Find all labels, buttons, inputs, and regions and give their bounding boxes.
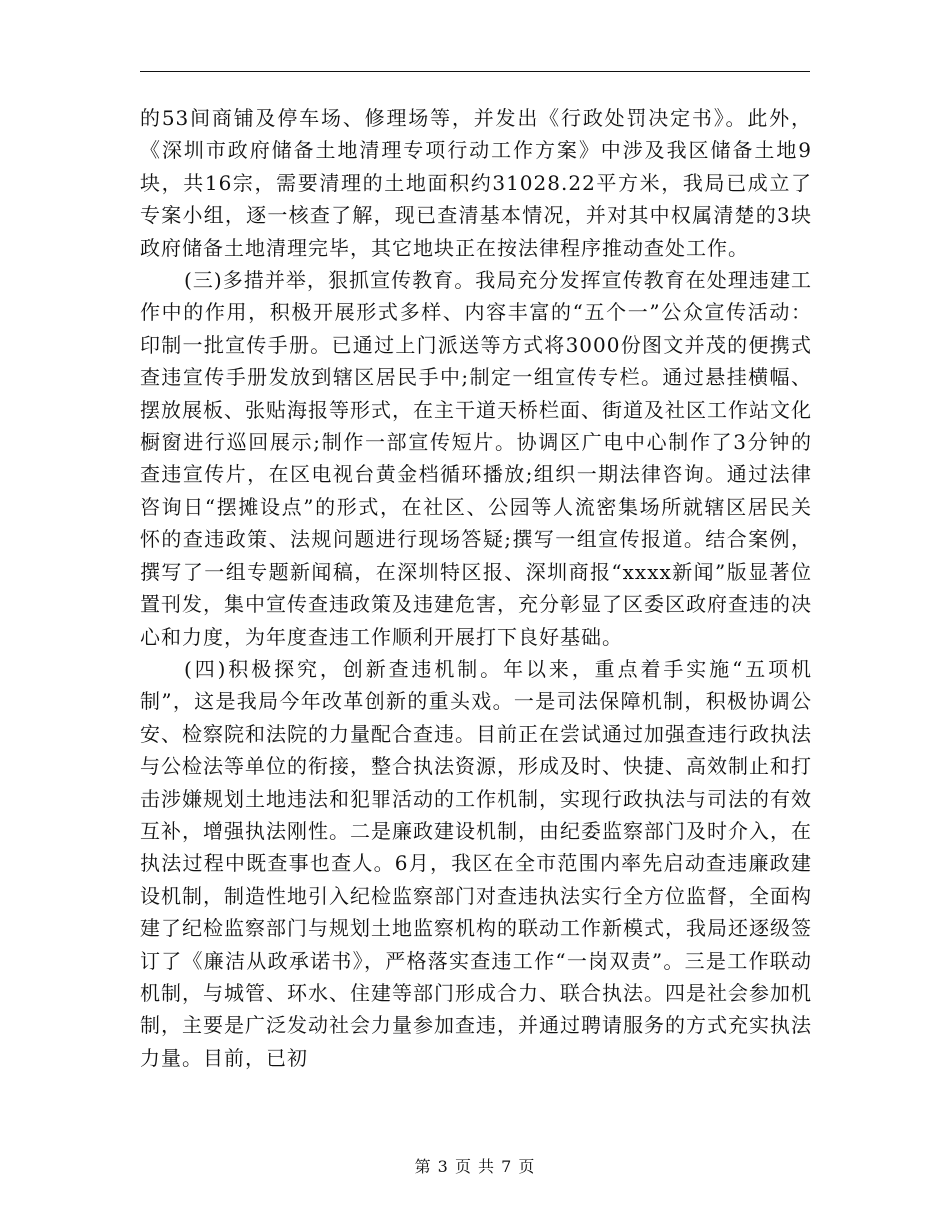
document-body [140,102,812,1074]
paragraph-section-4: (四)积极探究，创新查违机制。年以来，重点着手实施“五项机制”，这是我局今年改革创新的重头戏。一是司法保障机制，积极协调公安、检察院和法院的力量配合查违。目前正在尝试通过加强查违行政执法与公检法等单位的衔接，整合执法资源，形成及时、快捷、高效制止和打击涉嫌规划土地违法和犯罪活动的工作机制，实现行政执法与司法的有效互补，增强执法刚性。二是廉政建设机制，由纪委监察部门及时介入，在执法过程中既查事也查人。6月，我区在全市范围内率先启动查违廉政建设机制，制造性地引入纪检监察部门对查违执法实行全方位监督，全面构建了纪检监察部门与规划土地监察机构的联动工作新模式，我局还逐级签订了《廉洁从政承诺书》，严格落实查违工作“一岗双责”。三是工作联动机制，与城管、环水、住建等部门形成合力、联合执法。四是社会参加机制，主要是广泛发动社会力量参加查违，并通过聘请服务的方式充实执法力量。目前，已初 [140,656,812,1070]
paragraph-section-3: (三)多措并举，狠抓宣传教育。我局充分发挥宣传教育在处理违建工作中的作用，积极开展形式多样、内容丰富的“五个一”公众宣传活动：印制一批宣传手册。已通过上门派送等方式将3000份图文并茂的便携式查违宣传手册发放到辖区居民手中;制定一组宣传专栏。通过悬挂横幅、摆放展板、张贴海报等形式，在主干道天桥栏面、街道及社区工作站文化橱窗进行巡回展示;制作一部宣传短片。协调区广电中心制作了3分钟的查违宣传片，在区电视台黄金档循环播放;组织一期法律咨询。通过法律咨询日“摆摊设点”的形式，在社区、公园等人流密集场所就辖区居民关怀的查违政策、法规问题进行现场答疑;撰写一组宣传报道。结合案例，撰写了一组专题新闻稿，在深圳特区报、深圳商报“xxxx新闻”版显著位置刊发，集中宣传查违政策及违建危害，充分彰显了区委区政府查违的决心和力度，为年度查违工作顺利开展打下良好基础。 [140,268,812,649]
header-rule [140,71,810,72]
page-number: 第 3 页 共 7 页 [414,1157,536,1176]
paragraph-continuation: 的53间商铺及停车场、修理场等，并发出《行政处罚决定书》。此外，《深圳市政府储备土地清理专项行动工作方案》中涉及我区储备土地9块，共16宗，需要清理的土地面积约31028.22平方米，我局已成立了专案小组，逐一核查了解，现已查清基本情况，并对其中权属清楚的3块政府储备土地清理完毕，其它地块正在按法律程序推动查处工作。 [140,106,812,260]
